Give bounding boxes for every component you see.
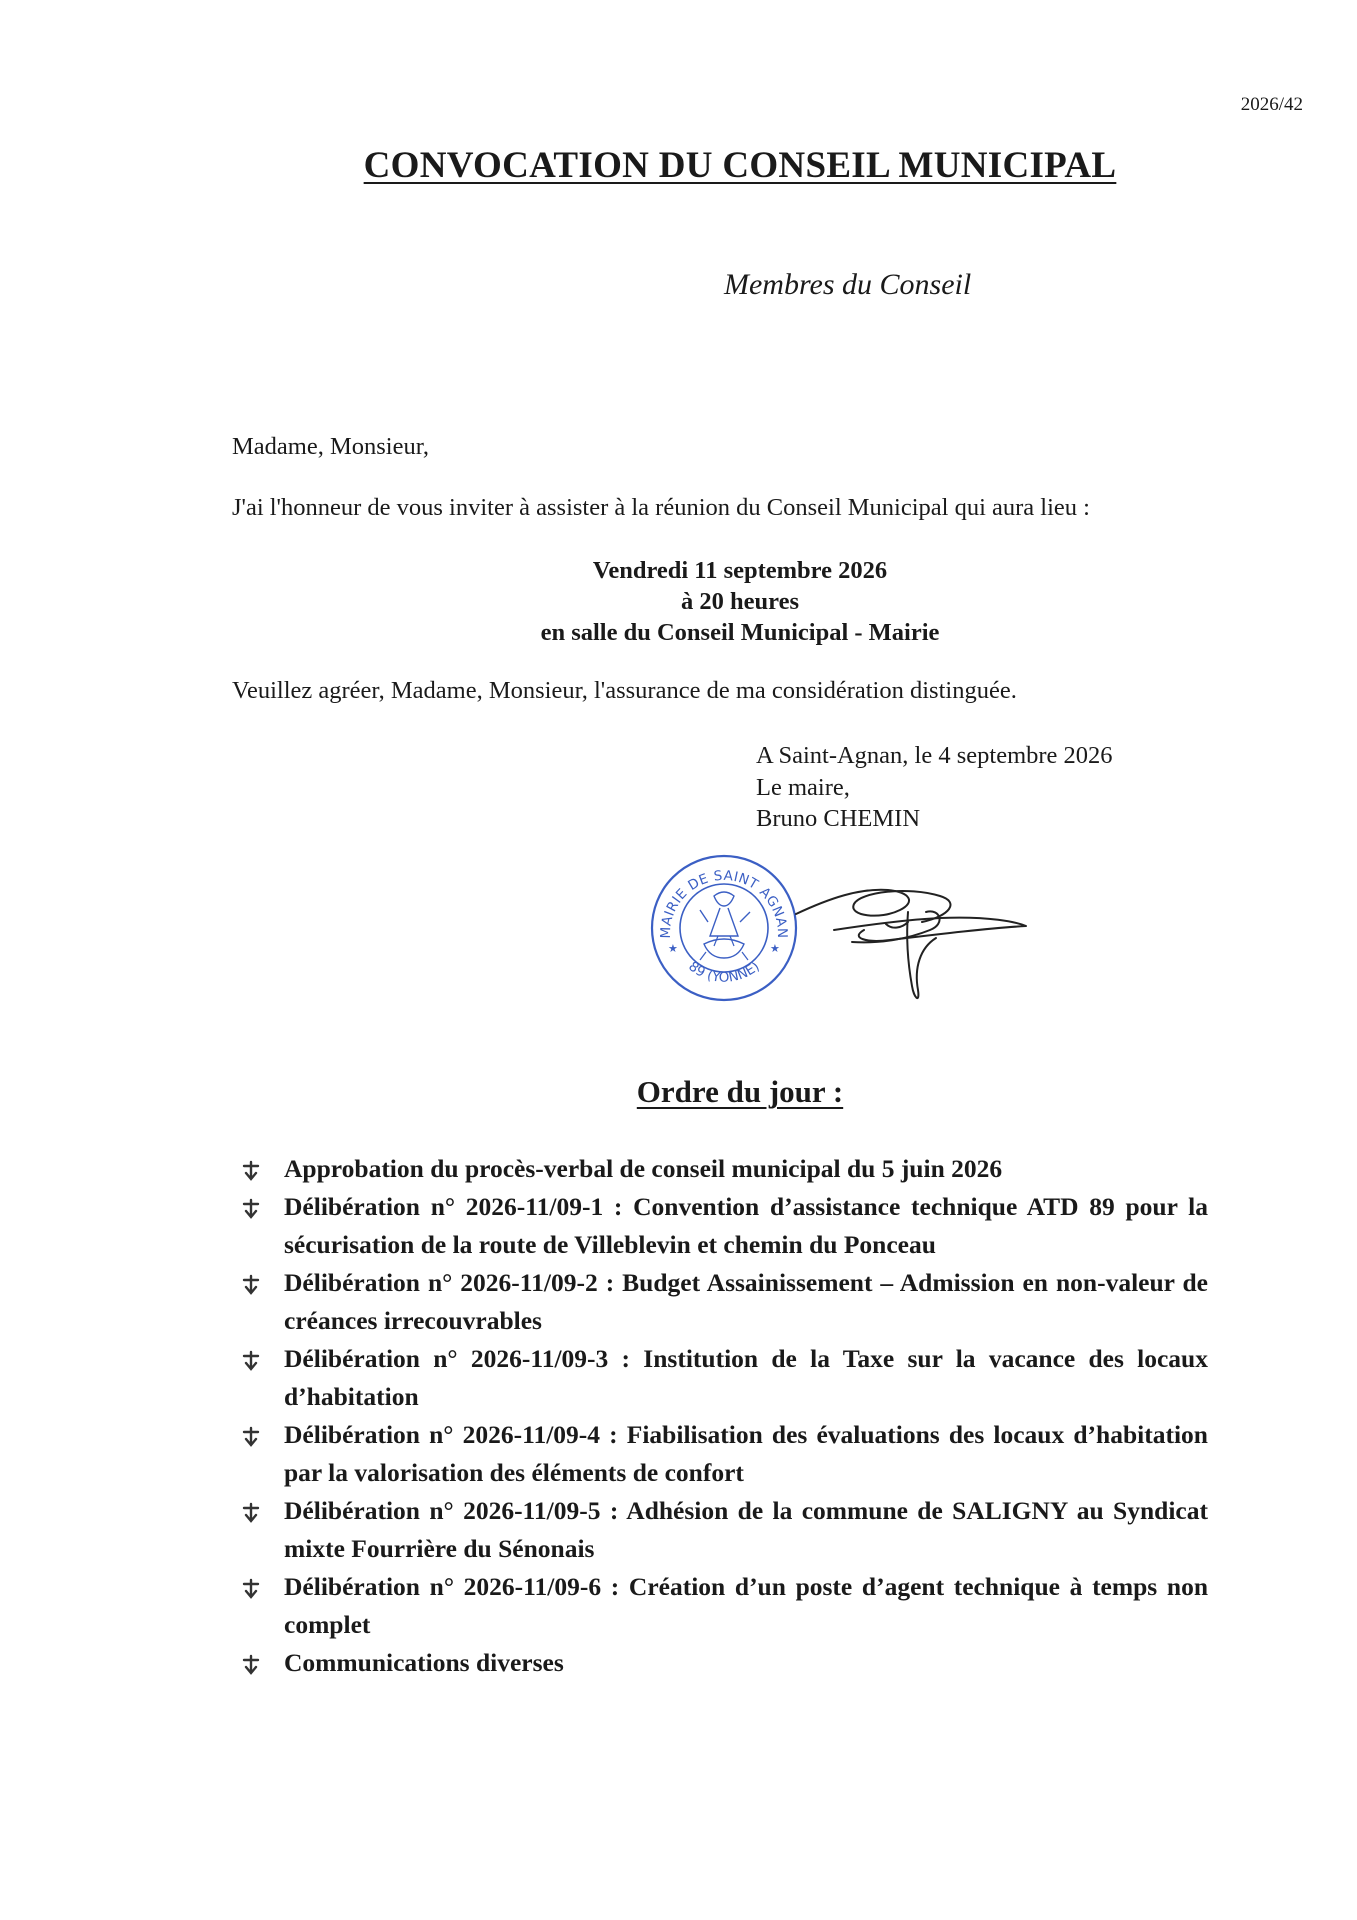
stamp-bottom-text: 89 (YONNE) xyxy=(685,958,763,986)
agenda-item xyxy=(240,1492,1208,1568)
town-hall-stamp xyxy=(648,852,800,1004)
signature-name: Bruno CHEMIN xyxy=(756,805,921,832)
agenda-item xyxy=(240,1150,1208,1188)
signature-role: Le maire, xyxy=(756,773,850,801)
recipient: Membres du Conseil xyxy=(724,268,972,301)
agenda-item xyxy=(240,1188,1208,1264)
stamp-top-text: MAIRIE DE SAINT AGNAN xyxy=(657,867,791,939)
agenda-item-text: Délibération n° 2026-11/09-5 : Adhésion de la commune de SALIGNY au Syndicat mixte Fourrière du Sénonais xyxy=(284,1496,1208,1563)
agenda-item xyxy=(240,1644,1208,1682)
arrow-down-icon xyxy=(240,1426,262,1448)
agenda-item-text: Délibération n° 2026-11/09-4 : Fiabilisation des évaluations des locaux d’habitation par la valorisation des éléments de confort xyxy=(284,1420,1208,1487)
agenda-item xyxy=(240,1340,1208,1416)
meeting-place: en salle du Conseil Municipal - Mairie xyxy=(540,619,940,646)
arrow-down-icon xyxy=(240,1198,262,1220)
stamp-star-icon: ★ xyxy=(668,942,678,955)
arrow-down-icon xyxy=(240,1502,262,1524)
agenda-item-text: Délibération n° 2026-11/09-2 : Budget Assainissement – Admission en non-valeur de créances irrecouvrables xyxy=(284,1268,1208,1335)
svg-text:89 (YONNE) xyxy=(685,958,762,985)
document-reference: 2026/42 xyxy=(1240,94,1303,115)
salutation: Madame, Monsieur, xyxy=(232,433,430,460)
agenda-item-text: Communications diverses xyxy=(284,1648,564,1677)
agenda-item xyxy=(240,1416,1208,1492)
document-title: CONVOCATION DU CONSEIL MUNICIPAL xyxy=(363,145,1117,186)
closing-formula: Veuillez agréer, Madame, Monsieur, l'assurance de ma considération distinguée. xyxy=(232,677,1017,704)
meeting-details xyxy=(0,555,1357,648)
agenda-item-text: Approbation du procès-verbal de conseil municipal du 5 juin 2026 xyxy=(284,1154,1003,1183)
signature-block xyxy=(756,740,1113,835)
arrow-down-icon xyxy=(240,1160,262,1182)
arrow-down-icon xyxy=(240,1654,262,1676)
arrow-down-icon xyxy=(240,1578,262,1600)
handwritten-signature xyxy=(790,868,1030,1008)
svg-text:MAIRIE DE SAINT AGNAN xyxy=(658,868,790,939)
meeting-time: à 20 heures xyxy=(681,588,799,615)
invitation-text: J'ai l'honneur de vous inviter à assister à la réunion du Conseil Municipal qui aura lieu : xyxy=(232,494,1090,521)
agenda-item xyxy=(240,1264,1208,1340)
arrow-down-icon xyxy=(240,1274,262,1296)
stamp-star-icon: ★ xyxy=(770,942,780,955)
agenda-item xyxy=(240,1568,1208,1644)
agenda-title: Ordre du jour : xyxy=(636,1074,844,1109)
agenda-item-text: Délibération n° 2026-11/09-3 : Institution de la Taxe sur la vacance des locaux d’habitation xyxy=(284,1344,1208,1411)
arrow-down-icon xyxy=(240,1350,262,1372)
signature-place-date: A Saint-Agnan, le 4 septembre 2026 xyxy=(756,742,1113,769)
meeting-date: Vendredi 11 septembre 2026 xyxy=(592,557,888,584)
agenda-item-text: Délibération n° 2026-11/09-1 : Convention d’assistance technique ATD 89 pour la sécurisation de la route de Villeblevin et chemin du Ponceau xyxy=(284,1192,1208,1259)
agenda-item-text: Délibération n° 2026-11/09-6 : Création d’un poste d’agent technique à temps non complet xyxy=(284,1572,1208,1639)
agenda-list xyxy=(240,1150,1208,1682)
